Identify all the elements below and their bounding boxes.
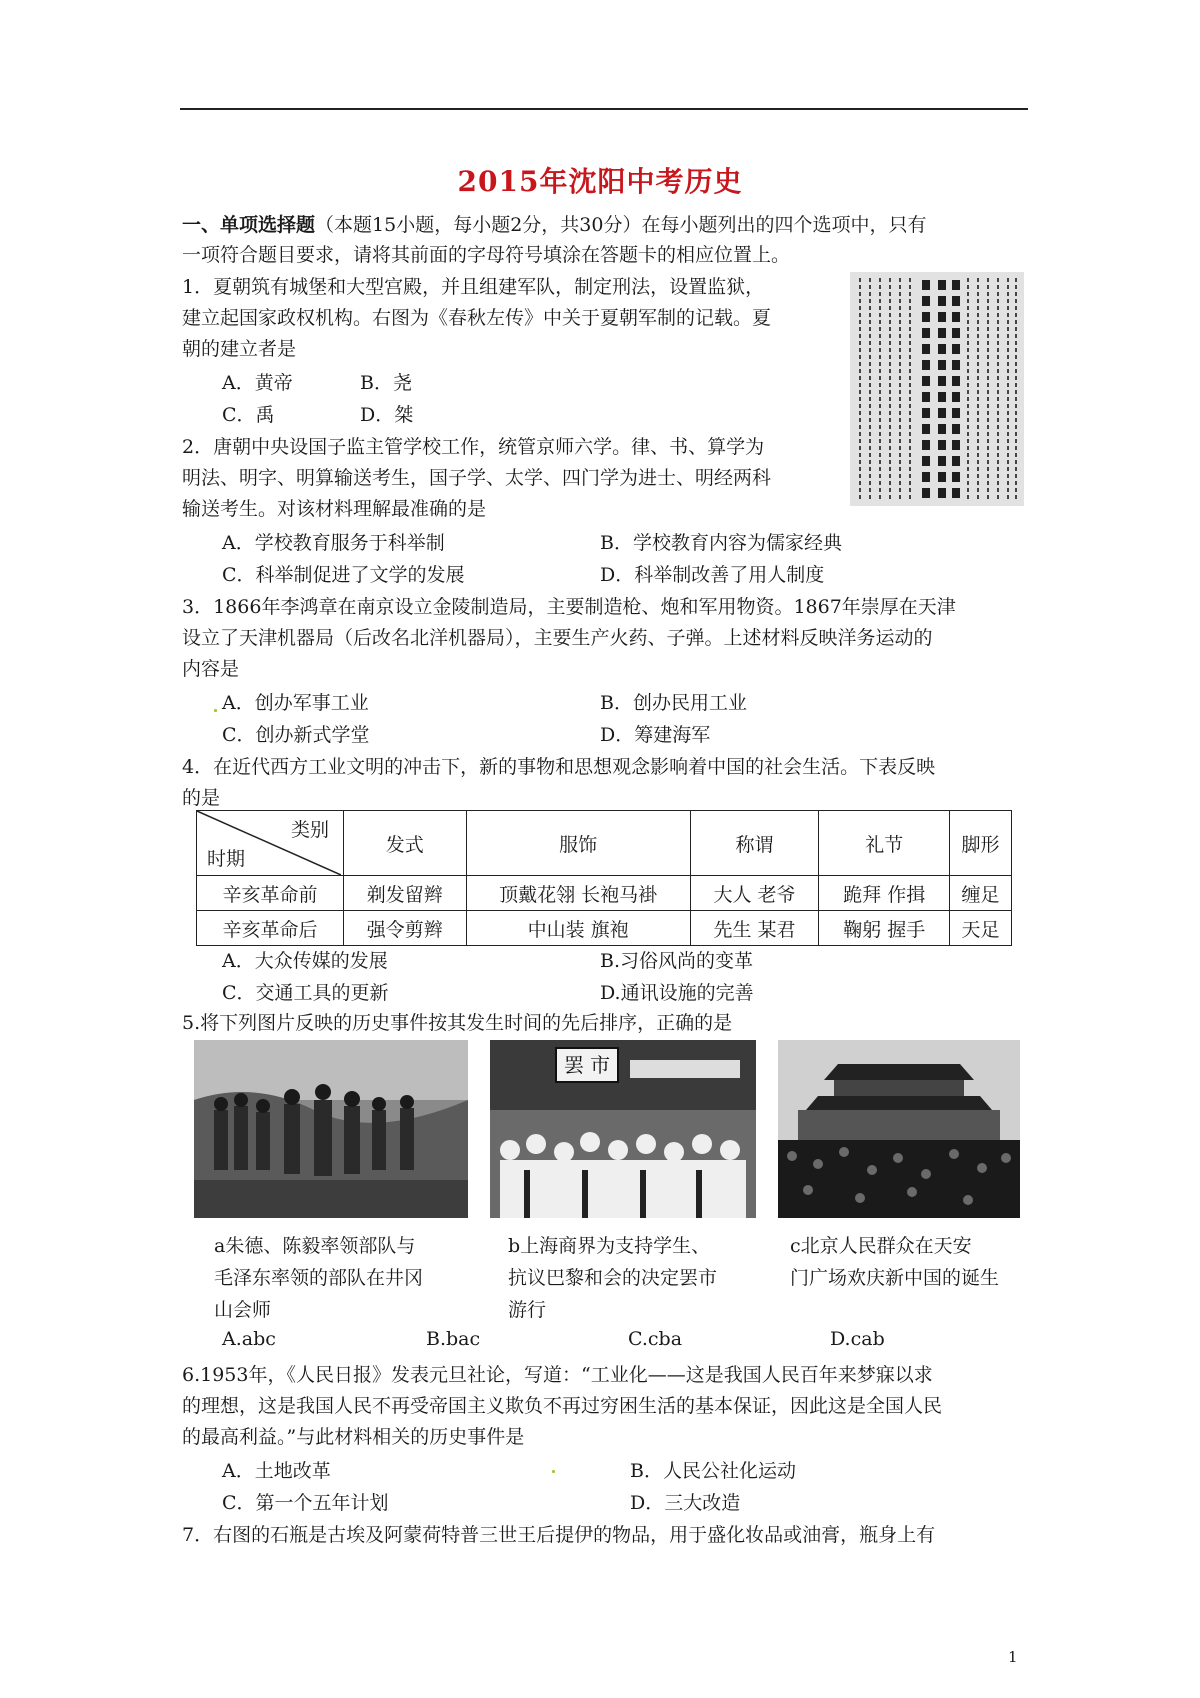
q2-line-1: 2．唐朝中央设国子监主管学校工作，统管京师六学。律、书、算学为: [182, 436, 765, 458]
table-cell: 辛亥革命后: [197, 911, 344, 946]
q6-line-3: 的最高利益。”与此材料相关的历史事件是: [182, 1426, 525, 1448]
table-cell: 辛亥革命前: [197, 876, 344, 911]
q4-option-c: C．交通工具的更新: [222, 982, 389, 1004]
corner-bottom-label: 时期: [207, 848, 246, 870]
q1-option-a: A．黄帝: [222, 372, 293, 394]
q1-option-b: B．尧: [360, 372, 412, 394]
q4-line-1: 4．在近代西方工业文明的冲击下，新的事物和思想观念影响着中国的社会生活。下表反映: [182, 756, 936, 778]
photo-c-caption: [790, 1230, 999, 1294]
table-header: 称谓: [690, 811, 819, 876]
table-header: 脚形: [950, 811, 1012, 876]
q5-option-b: B.bac: [426, 1328, 481, 1350]
table-cell: 跪拜 作揖: [819, 876, 950, 911]
table-header: 发式: [343, 811, 466, 876]
table-header: 服饰: [466, 811, 690, 876]
section-intro-line-2: 一项符合题目要求，请将其前面的字母符号填涂在答题卡的相应位置上。: [182, 244, 791, 266]
table-header: 礼节: [819, 811, 950, 876]
caption-line: c北京人民群众在天安: [790, 1235, 972, 1257]
q3-line-3: 内容是: [182, 658, 240, 680]
q2-line-3: 输送考生。对该材料理解最准确的是: [182, 498, 487, 520]
q1-option-d: D．桀: [360, 404, 414, 426]
q4-line-2: 的是: [182, 787, 221, 809]
table-cell: 中山装 旗袍: [466, 911, 690, 946]
q3-line-1: 3．1866年李鸿章在南京设立金陵制造局，主要制造枪、炮和军用物资。1867年崇厚在天津: [182, 596, 956, 618]
q4-option-a: A．大众传媒的发展: [222, 950, 388, 972]
q6-option-b: B．人民公社化运动: [630, 1460, 796, 1482]
table-header-row: [197, 811, 1012, 876]
q4-option-b: B.习俗风尚的变革: [600, 950, 754, 972]
table-cell: 缠足: [950, 876, 1012, 911]
q6-option-c: C．第一个五年计划: [222, 1492, 389, 1514]
q1-option-c: C．禹: [222, 404, 275, 426]
scan-speck: [552, 1470, 555, 1473]
q4-option-d: D.通讯设施的完善: [600, 982, 754, 1004]
corner-top-label: 类别: [290, 819, 329, 841]
q3-option-c: C．创办新式学堂: [222, 724, 370, 746]
table-cell: 强令剪辫: [343, 911, 466, 946]
table-corner-cell: [197, 811, 344, 876]
q3-option-a: A．创办军事工业: [222, 692, 369, 714]
caption-line: 毛泽东率领的部队在井冈: [214, 1267, 424, 1289]
photo-b-caption: [508, 1230, 717, 1326]
table-cell: 顶戴花翎 长袍马褂: [466, 876, 690, 911]
section-intro-line-1: [182, 210, 926, 240]
q2-option-b: B．学校教育内容为儒家经典: [600, 532, 842, 554]
q5-line-1: 5.将下列图片反映的历史事件按其发生时间的先后排序，正确的是: [182, 1012, 733, 1034]
section-intro: （本题15小题，每小题2分，共30分）在每小题列出的四个选项中，只有: [315, 214, 927, 236]
table-row: [197, 876, 1012, 911]
q2-option-a: A．学校教育服务于科举制: [222, 532, 445, 554]
q2-option-d: D．科举制改善了用人制度: [600, 564, 825, 586]
shanghai-strike-photo: [490, 1040, 756, 1218]
table-cell: 鞠躬 握手: [819, 911, 950, 946]
header-rule: [180, 108, 1028, 110]
table-row: [197, 911, 1012, 946]
q6-option-a: A．土地改革: [222, 1460, 331, 1482]
strike-banner: 罢 市: [563, 1053, 611, 1077]
table-cell: 剃发留辫: [343, 876, 466, 911]
caption-line: a朱德、陈毅率领部队与: [214, 1235, 416, 1257]
q1-line-2: 建立起国家政权机构。右图为《春秋左传》中关于夏朝军制的记载。夏: [182, 307, 772, 329]
customs-table: [196, 810, 1012, 946]
q3-option-d: D．筹建海军: [600, 724, 711, 746]
caption-line: b上海商界为支持学生、: [508, 1235, 711, 1257]
jinggangshan-meeting-photo: [194, 1040, 468, 1218]
q5-option-d: D.cab: [830, 1328, 885, 1350]
q2-option-c: C．科举制促进了文学的发展: [222, 564, 465, 586]
q2-line-2: 明法、明字、明算输送考生，国子学、太学、四门学为进士、明经两科: [182, 467, 772, 489]
scan-speck: [214, 709, 217, 712]
section-heading: 一、单项选择题: [182, 214, 316, 236]
q5-option-c: C.cba: [628, 1328, 683, 1350]
q6-option-d: D．三大改造: [630, 1492, 741, 1514]
chunqiu-zuozhuan-scan-image: [850, 272, 1024, 506]
photo-a-caption: [214, 1230, 423, 1326]
table-cell: 先生 某君: [690, 911, 819, 946]
caption-line: 山会师: [214, 1299, 272, 1321]
q1-line-3: 朝的建立者是: [182, 338, 297, 360]
table-cell: 天足: [950, 911, 1012, 946]
page-number: 1: [1008, 1648, 1018, 1666]
page-title: 2015年沈阳中考历史: [457, 165, 743, 198]
caption-line: 游行: [508, 1299, 547, 1321]
caption-line: 抗议巴黎和会的决定罢市: [508, 1267, 718, 1289]
q3-line-2: 设立了天津机器局（后改名北洋机器局），主要生产火药、子弹。上述材料反映洋务运动的: [182, 627, 933, 649]
q6-line-2: 的理想，这是我国人民不再受帝国主义欺负不再过穷困生活的基本保证，因此这是全国人民: [182, 1395, 943, 1417]
q5-option-a: A.abc: [222, 1328, 276, 1350]
q1-line-1: 1．夏朝筑有城堡和大型宫殿，并且组建军队，制定刑法，设置监狱，: [182, 276, 765, 298]
q7-line-1: 7．右图的石瓶是古埃及阿蒙荷特普三世王后提伊的物品，用于盛化妆品或油膏，瓶身上有: [182, 1524, 936, 1546]
caption-line: 门广场欢庆新中国的诞生: [790, 1267, 1000, 1289]
tiananmen-celebration-photo: [778, 1040, 1020, 1218]
table-cell: 大人 老爷: [690, 876, 819, 911]
q6-line-1: 6.1953年，《人民日报》发表元旦社论，写道：“工业化——这是我国人民百年来梦寐以求: [182, 1364, 933, 1386]
q3-option-b: B．创办民用工业: [600, 692, 747, 714]
